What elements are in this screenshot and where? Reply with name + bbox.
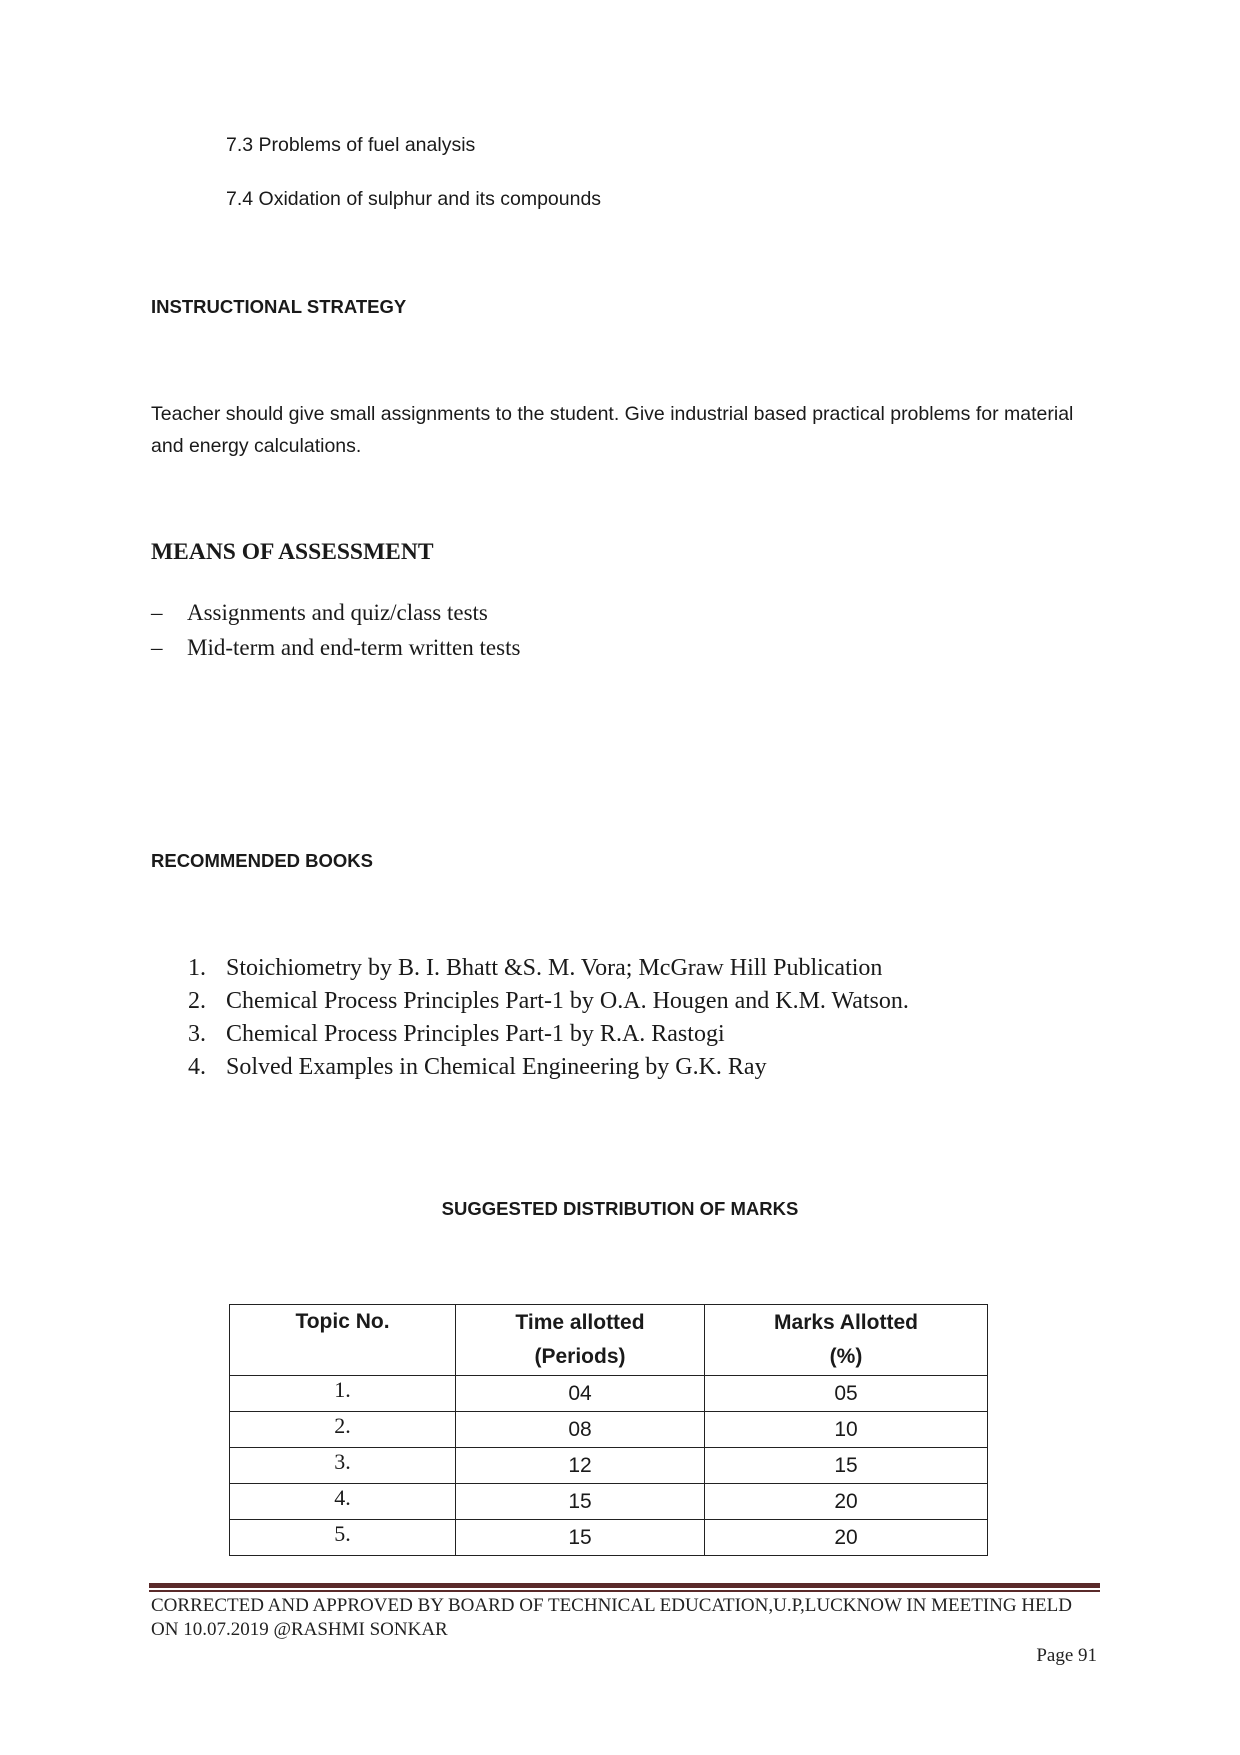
column-header-marks xyxy=(705,1305,988,1376)
footer-approval-line-2: ON 10.07.2019 @RASHMI SONKAR xyxy=(151,1619,448,1640)
marks-table xyxy=(229,1304,988,1556)
column-header-line: (%) xyxy=(829,1345,863,1368)
book-title: Stoichiometry by B. I. Bhatt &S. M. Vora; McGraw Hill Publication xyxy=(226,955,883,981)
list-item xyxy=(151,630,520,665)
book-title: Chemical Process Principles Part-1 by R.A. Rastogi xyxy=(226,1021,725,1047)
time-cell: 08 xyxy=(456,1412,705,1448)
bullet-dash: – xyxy=(151,600,163,625)
footer-divider-thin xyxy=(149,1590,1100,1592)
subsection-7-4: 7.4 Oxidation of sulphur and its compounds xyxy=(226,188,602,210)
table-row xyxy=(230,1520,988,1556)
marks-distribution-heading: SUGGESTED DISTRIBUTION OF MARKS xyxy=(441,1198,799,1219)
assessment-item-text: Mid-term and end-term written tests xyxy=(187,635,521,660)
book-number: 4. xyxy=(188,1054,206,1080)
list-item xyxy=(188,985,909,1018)
list-item xyxy=(151,595,520,630)
list-item xyxy=(188,1018,909,1051)
list-item xyxy=(188,1051,909,1084)
marks-cell: 15 xyxy=(705,1448,988,1484)
page-number: Page 91 xyxy=(1036,1645,1097,1666)
book-number: 3. xyxy=(188,1021,206,1047)
column-header-topic xyxy=(230,1305,456,1376)
marks-cell: 20 xyxy=(705,1520,988,1556)
topic-cell: 1. xyxy=(230,1376,456,1412)
book-number: 2. xyxy=(188,988,206,1014)
footer-approval-line-1: CORRECTED AND APPROVED BY BOARD OF TECHNICAL EDUCATION,U.P,LUCKNOW IN MEETING HELD xyxy=(151,1595,1072,1616)
topic-cell: 4. xyxy=(230,1484,456,1520)
topic-cell: 3. xyxy=(230,1448,456,1484)
table-row xyxy=(230,1448,988,1484)
instructional-strategy-heading: INSTRUCTIONAL STRATEGY xyxy=(151,296,407,317)
topic-cell: 2. xyxy=(230,1412,456,1448)
assessment-item-text: Assignments and quiz/class tests xyxy=(187,600,488,625)
time-cell: 12 xyxy=(456,1448,705,1484)
book-title: Chemical Process Principles Part-1 by O.A. Hougen and K.M. Watson. xyxy=(226,988,909,1014)
time-cell: 15 xyxy=(456,1520,705,1556)
bullet-dash: – xyxy=(151,635,163,660)
recommended-books-heading: RECOMMENDED BOOKS xyxy=(151,850,374,871)
topic-cell: 5. xyxy=(230,1520,456,1556)
marks-cell: 05 xyxy=(705,1376,988,1412)
table-row xyxy=(230,1412,988,1448)
table-header-row xyxy=(230,1305,988,1376)
marks-cell: 10 xyxy=(705,1412,988,1448)
time-cell: 15 xyxy=(456,1484,705,1520)
footer-divider xyxy=(149,1583,1100,1588)
column-header-time xyxy=(456,1305,705,1376)
subsection-7-3: 7.3 Problems of fuel analysis xyxy=(226,134,476,156)
book-number: 1. xyxy=(188,955,206,981)
column-header-line: Time allotted xyxy=(515,1311,645,1334)
list-item xyxy=(188,952,909,985)
table-row xyxy=(230,1484,988,1520)
column-header-line: Topic No. xyxy=(295,1310,390,1333)
table-row xyxy=(230,1376,988,1412)
instructional-strategy-text: Teacher should give small assignments to the student. Give industrial based practical problems for material and energy calculations. xyxy=(151,403,1074,457)
book-list xyxy=(188,952,909,1084)
column-header-line: Marks Allotted xyxy=(774,1311,918,1334)
book-title: Solved Examples in Chemical Engineering by G.K. Ray xyxy=(226,1054,767,1080)
assessment-list xyxy=(151,595,520,665)
means-of-assessment-heading: MEANS OF ASSESSMENT xyxy=(151,539,434,565)
marks-cell: 20 xyxy=(705,1484,988,1520)
column-header-line: (Periods) xyxy=(534,1345,626,1368)
time-cell: 04 xyxy=(456,1376,705,1412)
